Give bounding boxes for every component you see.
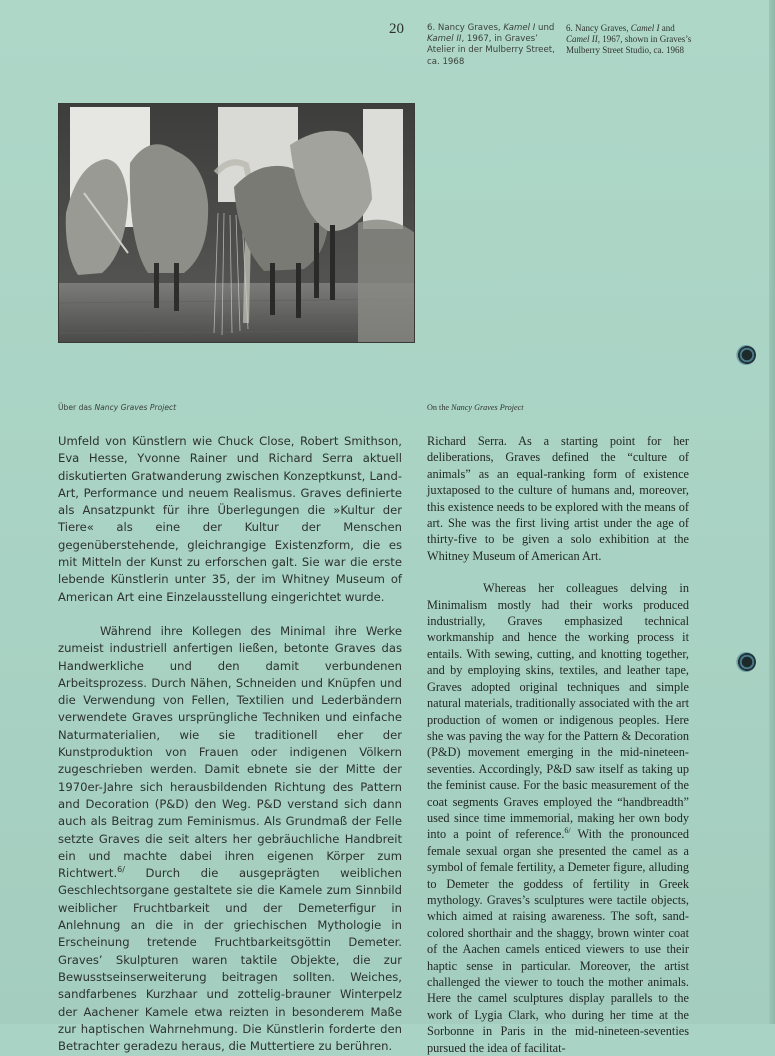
figure-caption-english: 6. Nancy Graves, Camel I and Camel II, 1967, shown in Graves’s Mulberry Street Studio, ca. 1968 (566, 23, 692, 55)
footnote-reference[interactable]: 6/ (564, 826, 571, 836)
photo-illustration (58, 103, 415, 343)
page-number: 20 (389, 21, 404, 37)
footnote-reference[interactable]: 6/ (117, 865, 125, 875)
binder-ring-icon (736, 652, 756, 672)
running-head-german: Über das Nancy Graves Project (58, 403, 177, 412)
paragraph: Während ihre Kollegen des Minimal ihre Werke zumeist industriell anfertigen ließen, betonte Graves das Handwerkliche und den damit verbundenen Arbeitsprozess. Durch Nähen, Schneiden und Knüpfen und die Verwendung von Fellen, Textilien und Lederbändern verwendete Graves ursprüngliche Techniken und einfache Naturmaterialien, wie sie traditionell eher der Kunstproduktion von Frauen oder indigenen Völkern zugeschrieben werden. Damit ebnete sie der Mitte der 1970er-Jahre sich herausbildenden Richtung des Pattern and Decoration (P&D) den Weg. P&D verstand sich dann auch als Beitrag zum Feminismus. Als Grundmaß der Felle setzte Graves die seit alters her gebräuchliche Handbreit ein und machte dabei ihren eigenen Körper zum Richtwert.$^{6/}$ Durch die ausgeprägten weiblichen Geschlechtsorgane gestaltete sie die Kamele zum Sinnbild weiblicher Fruchtbarkeit und der Demeterfigur in Anlehnung an die in der griechischen Mythologie in Erscheinung tretende Fruchtbarkeitsgöttin Demeter. Graves’ Skulpturen waren taktile Objekte, die zur Bewusstseinserweiterung beitragen sollten. Weiches, sandfarbenes Kurzhaar und zottelig-brauner Winterpelz der Aachener Kamele etwa reizten in besonderem Maße zur haptischen Wahrnehmung. Die Künstlerin forderte den Betrachter geradezu heraus, die Muttertiere zu berühren. (58, 623, 402, 1054)
paragraph: Richard Serra. As a starting point for her deliberations, Graves defined the “culture of animals” as an equal-ranking form of existence juxtaposed to the culture of humans and, moreover, this existence needs to be explored with the means of art. She was the first living artist under the age of thirty-five to be given a solo exhibition at the Whitney Museum of American Art. (427, 434, 689, 563)
running-head-english: On the Nancy Graves Project (427, 403, 524, 412)
caption-title-1: Camel I (630, 23, 660, 33)
running-head-title: Nancy Graves Project (451, 403, 524, 412)
paragraph: Whereas her colleagues delving in Minimalism mostly had their works produced industrially, Graves emphasized technical workmanship and hence the working process it entails. With sewing, cutting, and knotting together, and by employing skins, textiles, and leather tape, Graves adopted original techniques and simple natural materials, traditionally associated with the art production of women or indigenous peoples. Here she was paving the way for the Pattern & Decoration (P&D) movement emerging in the mid-nineteen-seventies. Accordingly, P&D saw itself as taking up the feminist cause. For the basic measurement of the coat segments Graves employed the “handbreadth” used since time immemorial, making her own body into a point of reference.$^{6/}$ With the pronounced female sexual organ she presented the camel as a symbol of female fertility, a Demeter figure, alluding to Demeter the goddess of fertility in Greek mythology. Graves’s sculptures were tactile objects, which aimed at raising awareness. The soft, sand-colored shorthair and the shaggy, brown winter coat of the Aachen camels enticed viewers to use their haptic sense in particular. Moreover, the artist challenged the viewer to touch the mother animals. Here the camel sculptures display parallels to the work of Lygia Clark, who during her time at the Sorbonne in Paris in the mid-nineteen-seventies pursued the idea of facilitat- (427, 581, 689, 1055)
camel-sculptures-photo (58, 103, 415, 343)
page-edge (769, 0, 775, 1024)
caption-title-1: Kamel I (503, 23, 536, 33)
binder-ring-icon (736, 345, 756, 365)
caption-title-2: Kamel II (427, 34, 462, 45)
figure-caption-german: 6. Nancy Graves, Kamel I und Kamel II, 1967, in Graves’ Atelier in der Mulberry Street, ca. 1968 (427, 23, 555, 67)
paragraph: Umfeld von Künstlern wie Chuck Close, Robert Smithson, Eva Hesse, Yvonne Rainer und Richard Serra aktuell diskutierten Gratwanderung zwischen Konzeptkunst, Land-Art, Performance und neuem Realismus. Graves definierte als Ansatzpunkt für ihre Überlegungen die »Kultur der Tiere« als eine der Kultur der Menschen gegenüberstehende, gleichrangige Existenzform, die es mit Mitteln der Kunst zu erforschen galt. Sie war die erste lebende Künstlerin unter 35, der im Whitney Museum of American Art eine Einzelausstellung eingerichtet wurde. (58, 434, 402, 604)
running-head-title: Nancy Graves Project (94, 403, 177, 412)
english-text-column (427, 433, 689, 1056)
caption-title-2: Camel II (566, 33, 598, 44)
german-text-column (58, 433, 402, 1055)
